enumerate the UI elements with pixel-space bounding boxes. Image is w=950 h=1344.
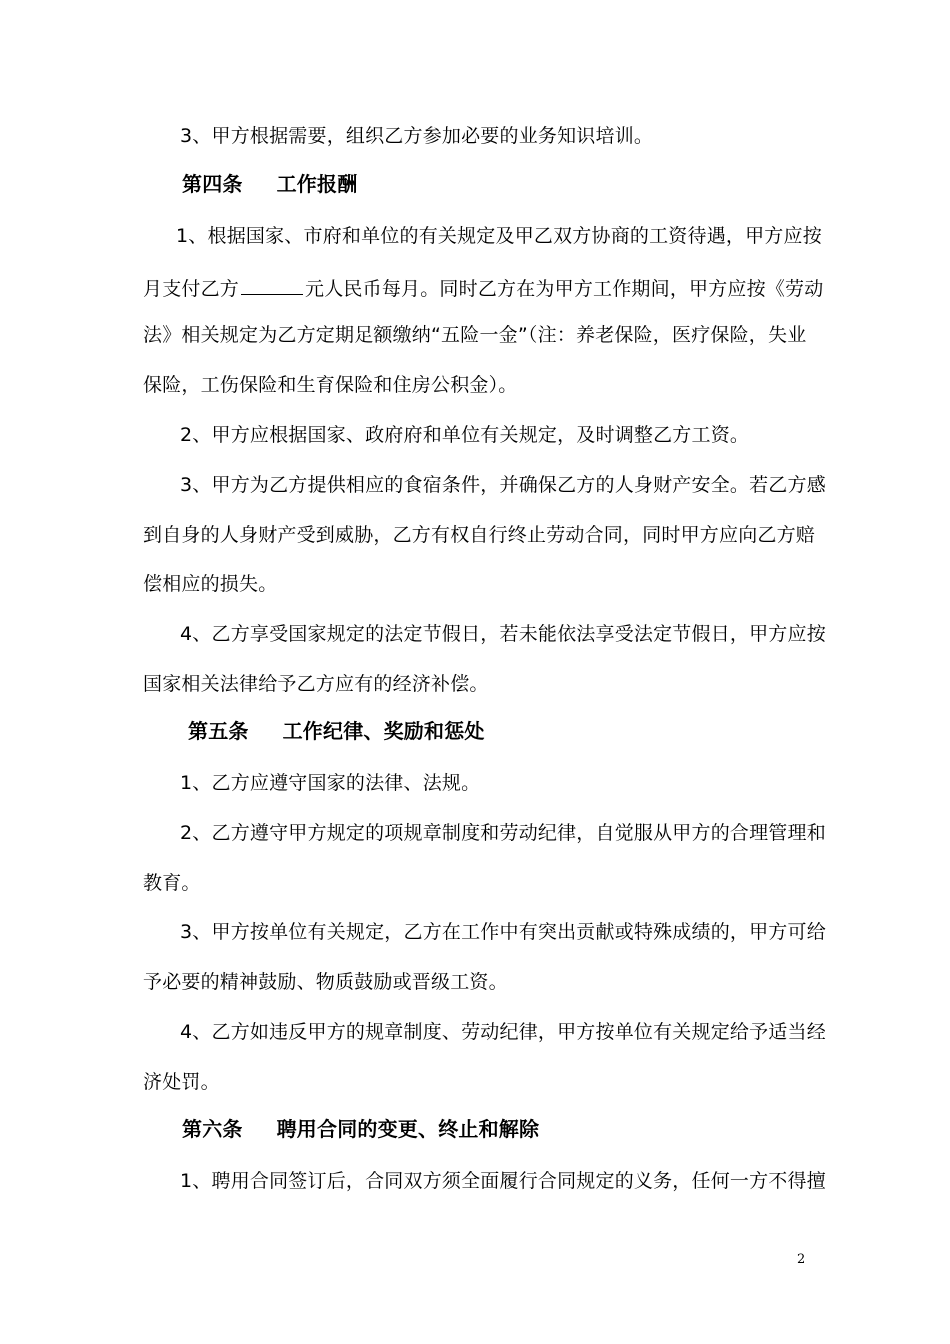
article-heading bbox=[188, 719, 485, 743]
paragraph-line: 教育。 bbox=[143, 872, 201, 894]
article-title: 聘用合同的变更、终止和解除 bbox=[276, 1117, 540, 1141]
page-number: 2 bbox=[797, 1252, 806, 1267]
article-heading bbox=[182, 172, 357, 196]
salary-suffix: 元人民币每月。同时乙方在为甲方工作期间，甲方应按《劳动 bbox=[305, 278, 824, 300]
article-number: 第六条 bbox=[182, 1117, 243, 1141]
article-heading bbox=[182, 1117, 539, 1141]
paragraph-line: 4、乙方享受国家规定的法定节假日，若未能依法享受法定节假日，甲方应按 bbox=[180, 623, 826, 645]
article-title: 工作纪律、奖励和惩处 bbox=[282, 719, 485, 743]
paragraph-line: 2、甲方应根据国家、政府府和单位有关规定，及时调整乙方工资。 bbox=[180, 424, 750, 446]
paragraph-line: 2、乙方遵守甲方规定的项规章制度和劳动纪律，自觉服从甲方的合理管理和 bbox=[180, 822, 826, 844]
paragraph-line: 3、甲方根据需要，组织乙方参加必要的业务知识培训。 bbox=[180, 125, 654, 147]
paragraph-line: 法》相关规定为乙方定期足额缴纳“五险一金”（注：养老保险，医疗保险，失业 bbox=[143, 324, 807, 346]
salary-prefix: 月支付乙方 bbox=[143, 278, 240, 300]
paragraph-line: 3、甲方按单位有关规定，乙方在工作中有突出贡献或特殊成绩的，甲方可给 bbox=[180, 921, 826, 943]
paragraph-line: 到自身的人身财产受到威胁，乙方有权自行终止劳动合同，同时甲方应向乙方赔 bbox=[143, 524, 816, 546]
article-title: 工作报酬 bbox=[276, 172, 358, 196]
paragraph-line: 予必要的精神鼓励、物质鼓励或晋级工资。 bbox=[143, 971, 508, 993]
article-number: 第四条 bbox=[182, 172, 243, 196]
paragraph-line: 1、根据国家、市府和单位的有关规定及甲乙双方协商的工资待遇，甲方应按 bbox=[176, 225, 822, 247]
salary-blank-field bbox=[241, 274, 303, 295]
paragraph-line: 济处罚。 bbox=[143, 1071, 220, 1093]
paragraph-line: 偿相应的损失。 bbox=[143, 573, 278, 595]
paragraph-line: 1、乙方应遵守国家的法律、法规。 bbox=[180, 772, 481, 794]
paragraph-line: 1、聘用合同签订后，合同双方须全面履行合同规定的义务，任何一方不得擅 bbox=[180, 1170, 826, 1192]
paragraph-line: 保险，工伤保险和生育保险和住房公积金）。 bbox=[143, 374, 518, 396]
paragraph-line: 3、甲方为乙方提供相应的食宿条件，并确保乙方的人身财产安全。若乙方感 bbox=[180, 474, 826, 496]
paragraph-line bbox=[143, 274, 823, 301]
paragraph-line: 4、乙方如违反甲方的规章制度、劳动纪律，甲方按单位有关规定给予适当经 bbox=[180, 1021, 826, 1043]
article-number: 第五条 bbox=[188, 719, 249, 743]
paragraph-line: 国家相关法律给予乙方应有的经济补偿。 bbox=[143, 673, 489, 695]
